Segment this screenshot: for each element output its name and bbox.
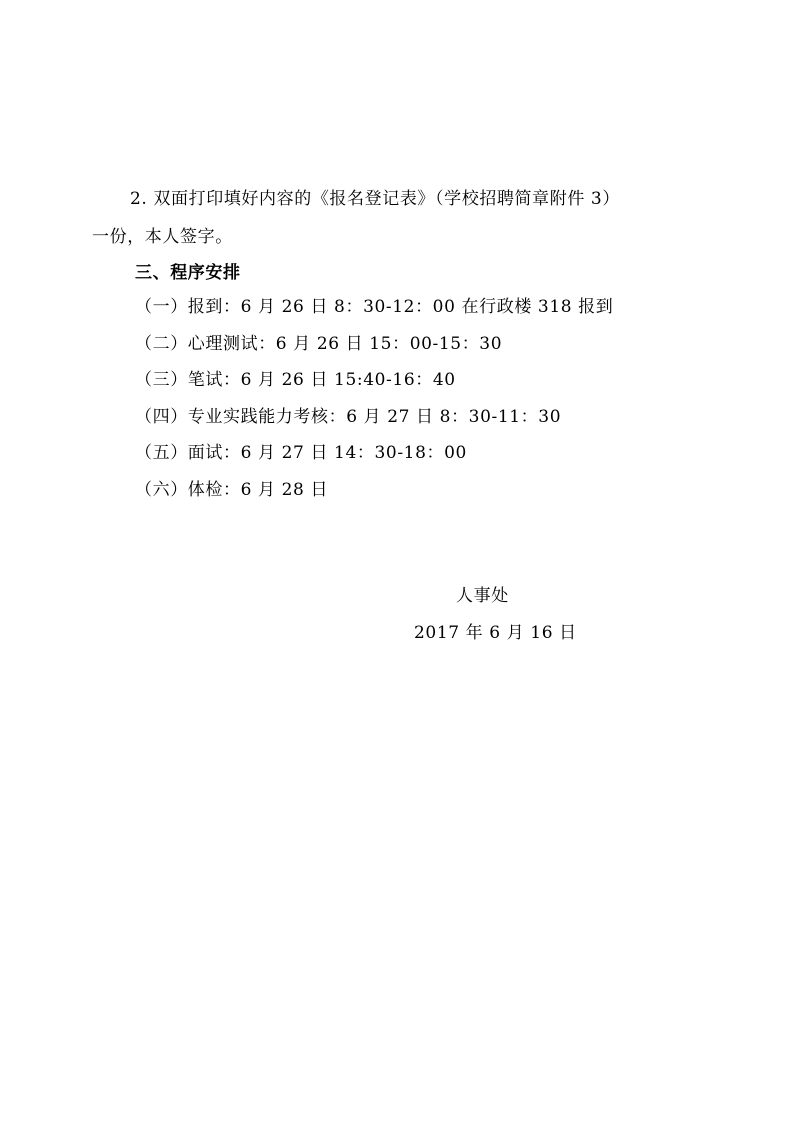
requirement-item-2-line-1: 2. 双面打印填好内容的《报名登记表》（学校招聘简章附件 3） (130, 189, 620, 209)
requirement-item-2-line-2: 一份，本人签字。 (92, 227, 233, 247)
schedule-item-written-test: （三）笔试：6 月 26 日 15:40-16：40 (135, 370, 456, 390)
schedule-item-registration: （一）报到：6 月 26 日 8：30-12：00 在行政楼 318 报到 (135, 297, 614, 317)
schedule-item-medical-exam: （六）体检：6 月 28 日 (135, 480, 329, 500)
schedule-item-interview: （五）面试：6 月 27 日 14：30-18：00 (135, 443, 467, 463)
signature-department: 人事处 (456, 586, 509, 606)
section-title-procedure: 三、程序安排 (135, 263, 241, 283)
schedule-item-practice-assessment: （四）专业实践能力考核：6 月 27 日 8：30-11：30 (135, 407, 562, 427)
signature-date: 2017 年 6 月 16 日 (414, 623, 577, 643)
schedule-item-psych-test: （二）心理测试：6 月 26 日 15：00-15：30 (135, 334, 503, 354)
